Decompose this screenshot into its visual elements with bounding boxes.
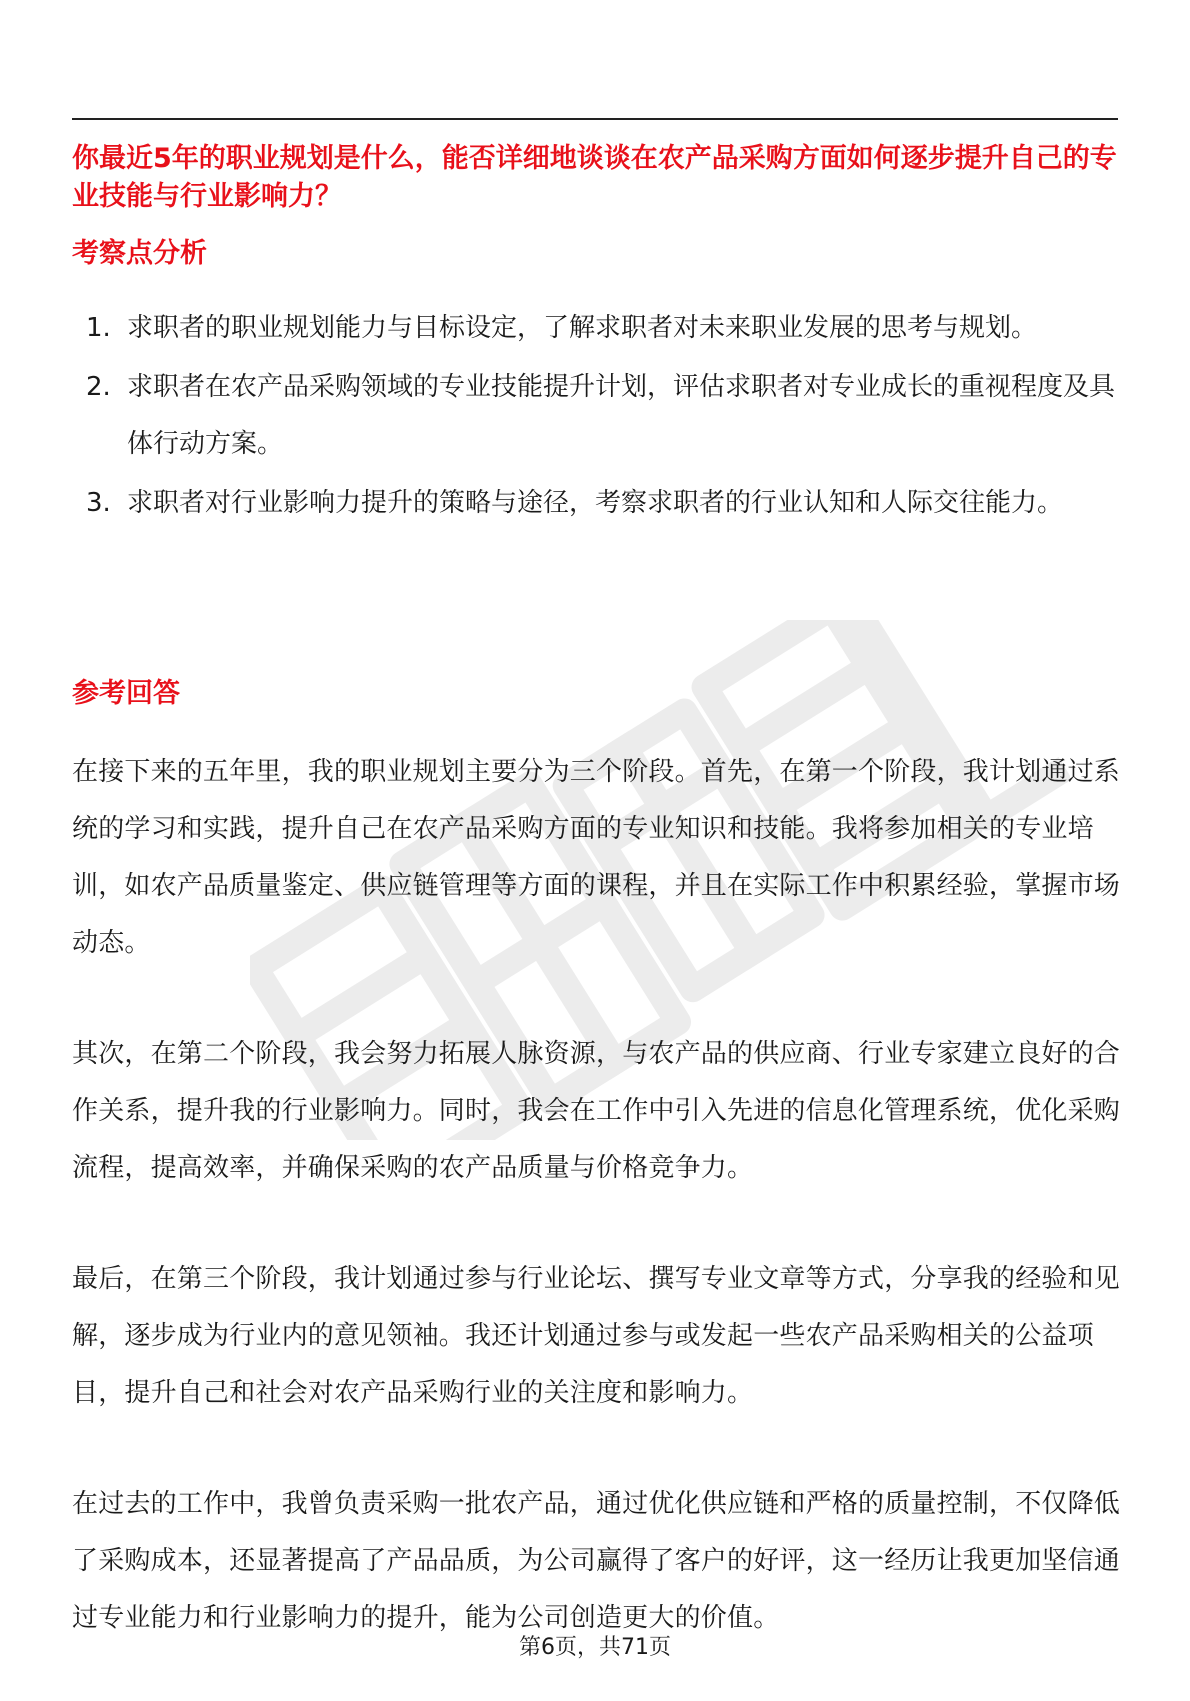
answer-paragraph: 最后，在第三个阶段，我计划通过参与行业论坛、撰写专业文章等方式，分享我的经验和见解，逐步成为行业内的意见领袖。我还计划通过参与或发起一些农产品采购相关的公益项目，提升自己和社会对农产品采购行业的关注度和影响力。 — [72, 1264, 1121, 1408]
analysis-item — [72, 300, 1118, 357]
analysis-text: 求职者对行业影响力提升的策略与途径，考察求职者的行业认知和人际交往能力。 — [127, 488, 1064, 518]
question-title: 你最近5年的职业规划是什么，能否详细地谈谈在农产品采购方面如何逐步提升自己的专业技能与行业影响力？ — [72, 143, 1117, 212]
page-number: 第6页，共71页 — [519, 1635, 671, 1660]
top-divider — [72, 118, 1118, 120]
list-number: 2. — [86, 372, 111, 402]
analysis-item — [72, 475, 1118, 532]
answer-paragraph: 其次，在第二个阶段，我会努力拓展人脉资源，与农产品的供应商、行业专家建立良好的合作关系，提升我的行业影响力。同时，我会在工作中引入先进的信息化管理系统，优化采购流程，提高效率，并确保采购的农产品质量与价格竞争力。 — [72, 1039, 1121, 1183]
analysis-list — [72, 300, 1118, 534]
list-number: 3. — [86, 488, 111, 518]
answer-body — [72, 744, 1122, 1701]
analysis-heading: 考察点分析 — [72, 238, 207, 269]
answer-paragraph: 在接下来的五年里，我的职业规划主要分为三个阶段。首先，在第一个阶段，我计划通过系统的学习和实践，提升自己在农产品采购方面的专业知识和技能。我将参加相关的专业培训，如农产品质量鉴定、供应链管理等方面的课程，并且在实际工作中积累经验，掌握市场动态。 — [72, 757, 1121, 958]
answer-heading: 参考回答 — [72, 678, 180, 709]
analysis-text: 求职者在农产品采购领域的专业技能提升计划，评估求职者对专业成长的重视程度及具体行动方案。 — [127, 372, 1116, 459]
analysis-text: 求职者的职业规划能力与目标设定，了解求职者对未来职业发展的思考与规划。 — [127, 313, 1038, 343]
answer-paragraph: 在过去的工作中，我曾负责采购一批农产品，通过优化供应链和严格的质量控制，不仅降低了采购成本，还显著提高了产品品质，为公司赢得了客户的好评，这一经历让我更加坚信通过专业能力和行业影响力的提升，能为公司创造更大的价值。 — [72, 1489, 1121, 1633]
analysis-item — [72, 359, 1118, 473]
list-number: 1. — [86, 313, 111, 343]
